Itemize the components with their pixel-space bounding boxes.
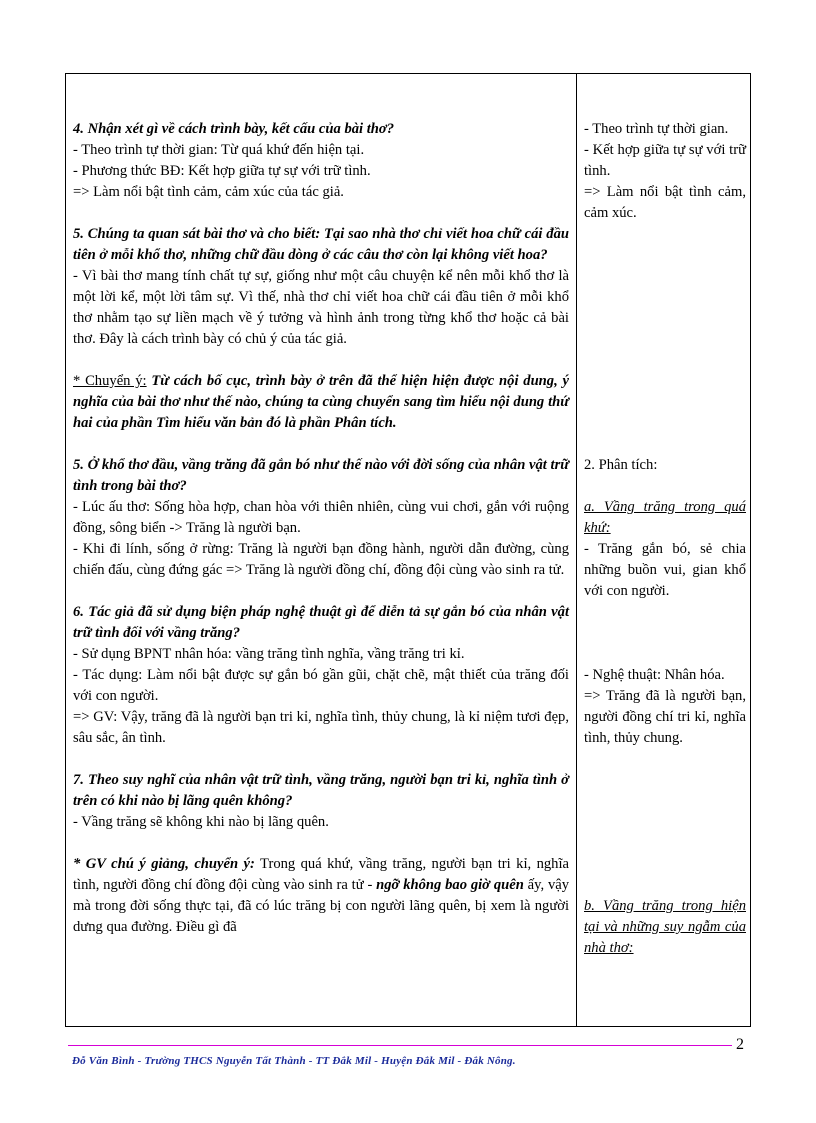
- transition-label: * Chuyển ý:: [73, 373, 147, 389]
- gv-note-text-1: Trong quá khứ, vầng trăng, người bạn tri kỉ, nghĩa tình, người đồng chí đồng đội cùng vào sinh ra tử -: [73, 856, 569, 893]
- art-technique: - Nghệ thuật: Nhân hóa.: [584, 667, 725, 683]
- section-phan-tich: 2. Phân tích:: [584, 457, 658, 473]
- column-divider: [576, 74, 577, 1026]
- question-7-title: 7. Theo suy nghĩ của nhân vật trữ tình, vầng trăng, người bạn tri kỉ, nghĩa tình ở trên có khi nào bị lãng quên không?: [73, 772, 569, 809]
- transition-text: Từ cách bố cục, trình bày ở trên đã thể hiện hiện được nội dung, ý nghĩa của bài thơ như thế nào, chúng ta cùng chuyển sang tìm hiểu nội dung thứ hai của phần Tìm hiểu văn bản đó là phần Phân tích.: [73, 373, 569, 431]
- subsection-a-title: a. Vầng trăng trong quá khứ:: [584, 499, 746, 536]
- gv-note-label: * GV chú ý giảng, chuyển ý:: [73, 856, 255, 872]
- question-5b-answer-2: - Khi đi lính, sống ở rừng: Trăng là người bạn đồng hành, người dẫn đường, cùng chiến đấu, cùng đứng gác => Trăng là người đồng chí, đồng đội cùng vào sinh ra tử.: [73, 541, 569, 578]
- footer-rule: [68, 1045, 732, 1046]
- gv-note-bold: ngỡ không bao giờ quên: [376, 877, 524, 893]
- art-effect: => Trăng đã là người bạn, người đồng chí tri kỉ, nghĩa tình, thủy chung.: [584, 688, 746, 746]
- right-item-3: => Làm nổi bật tình cảm, cảm xúc.: [584, 184, 746, 221]
- question-4-title: 4. Nhận xét gì về cách trình bày, kết cấu của bài thơ?: [73, 121, 395, 137]
- gv-note-paragraph: [73, 854, 569, 938]
- transition-paragraph: [73, 371, 569, 434]
- subsection-a-text: - Trăng gắn bó, sẻ chia những buồn vui, gian khổ với con người.: [584, 541, 746, 599]
- right-column: [584, 119, 746, 959]
- right-item-1: - Theo trình tự thời gian.: [584, 121, 729, 137]
- left-column: [73, 119, 569, 938]
- question-4-answer-2: - Phương thức BĐ: Kết hợp giữa tự sự với trữ tình.: [73, 163, 371, 179]
- gv-note-text-2: ấy, vậy mà trong đời sống thực tại, đã có lúc trăng bị con người lãng quên, bị xem là người dưng qua đường. Điều gì đã: [73, 877, 570, 935]
- question-6-answer-2: - Tác dụng: Làm nổi bật được sự gắn bó gần gũi, chặt chẽ, mật thiết của trăng đối với con người.: [73, 667, 569, 704]
- question-5a-title: 5. Chúng ta quan sát bài thơ và cho biết: Tại sao nhà thơ chỉ viết hoa chữ cái đầu tiên ở mỗi khổ thơ, những chữ đầu dòng ở các câu thơ còn lại không viết hoa?: [73, 226, 569, 263]
- page-number: 2: [736, 1036, 744, 1053]
- footer-author: Đỗ Văn Bình - Trường THCS Nguyễn Tất Thành - TT Đắk Mil - Huyện Đắk Mil - Đắk Nông.: [72, 1055, 516, 1067]
- question-6-answer-3: => GV: Vậy, trăng đã là người bạn tri kỉ, nghĩa tình, thủy chung, là kỉ niệm tươi đẹp, sâu sắc, ân tình.: [73, 709, 569, 746]
- lesson-table: [65, 73, 751, 1027]
- right-item-2: - Kết hợp giữa tự sự với trữ tình.: [584, 142, 746, 179]
- question-6-answer-1: - Sử dụng BPNT nhân hóa: vầng trăng tình nghĩa, vầng trăng tri kỉ.: [73, 646, 465, 662]
- question-4-answer-3: => Làm nổi bật tình cảm, cảm xúc của tác giả.: [73, 184, 344, 200]
- question-7-answer-1: - Vầng trăng sẽ không khi nào bị lãng quên.: [73, 814, 329, 830]
- question-5b-title: 5. Ở khổ thơ đầu, vầng trăng đã gắn bó như thế nào với đời sống của nhân vật trữ tình trong bài thơ?: [73, 457, 569, 494]
- question-4-answer-1: - Theo trình tự thời gian: Từ quá khứ đến hiện tại.: [73, 142, 365, 158]
- subsection-b-title: b. Vầng trăng trong hiện tại và những suy ngẫm của nhà thơ:: [584, 898, 746, 956]
- question-6-title: 6. Tác giả đã sử dụng biện pháp nghệ thuật gì để diễn tả sự gắn bó của nhân vật trữ tình đối với vầng trăng?: [73, 604, 569, 641]
- question-5b-answer-1: - Lúc ấu thơ: Sống hòa hợp, chan hòa với thiên nhiên, cùng vui chơi, gắn với ruộng đồng, sông biển -> Trăng là người bạn.: [73, 499, 569, 536]
- question-5a-answer: - Vì bài thơ mang tính chất tự sự, giống như một câu chuyện kể nên mỗi khổ thơ là một lời kể, một lời tâm sự. Vì thế, nhà thơ chỉ viết hoa chữ cái đầu tiên ở mỗi khổ thơ nhằm tạo sự liền mạch về ý tưởng và hình ảnh trong từng khổ thơ hoặc cả bài thơ. Đây là cách trình bày có chủ ý của tác giả.: [73, 268, 569, 347]
